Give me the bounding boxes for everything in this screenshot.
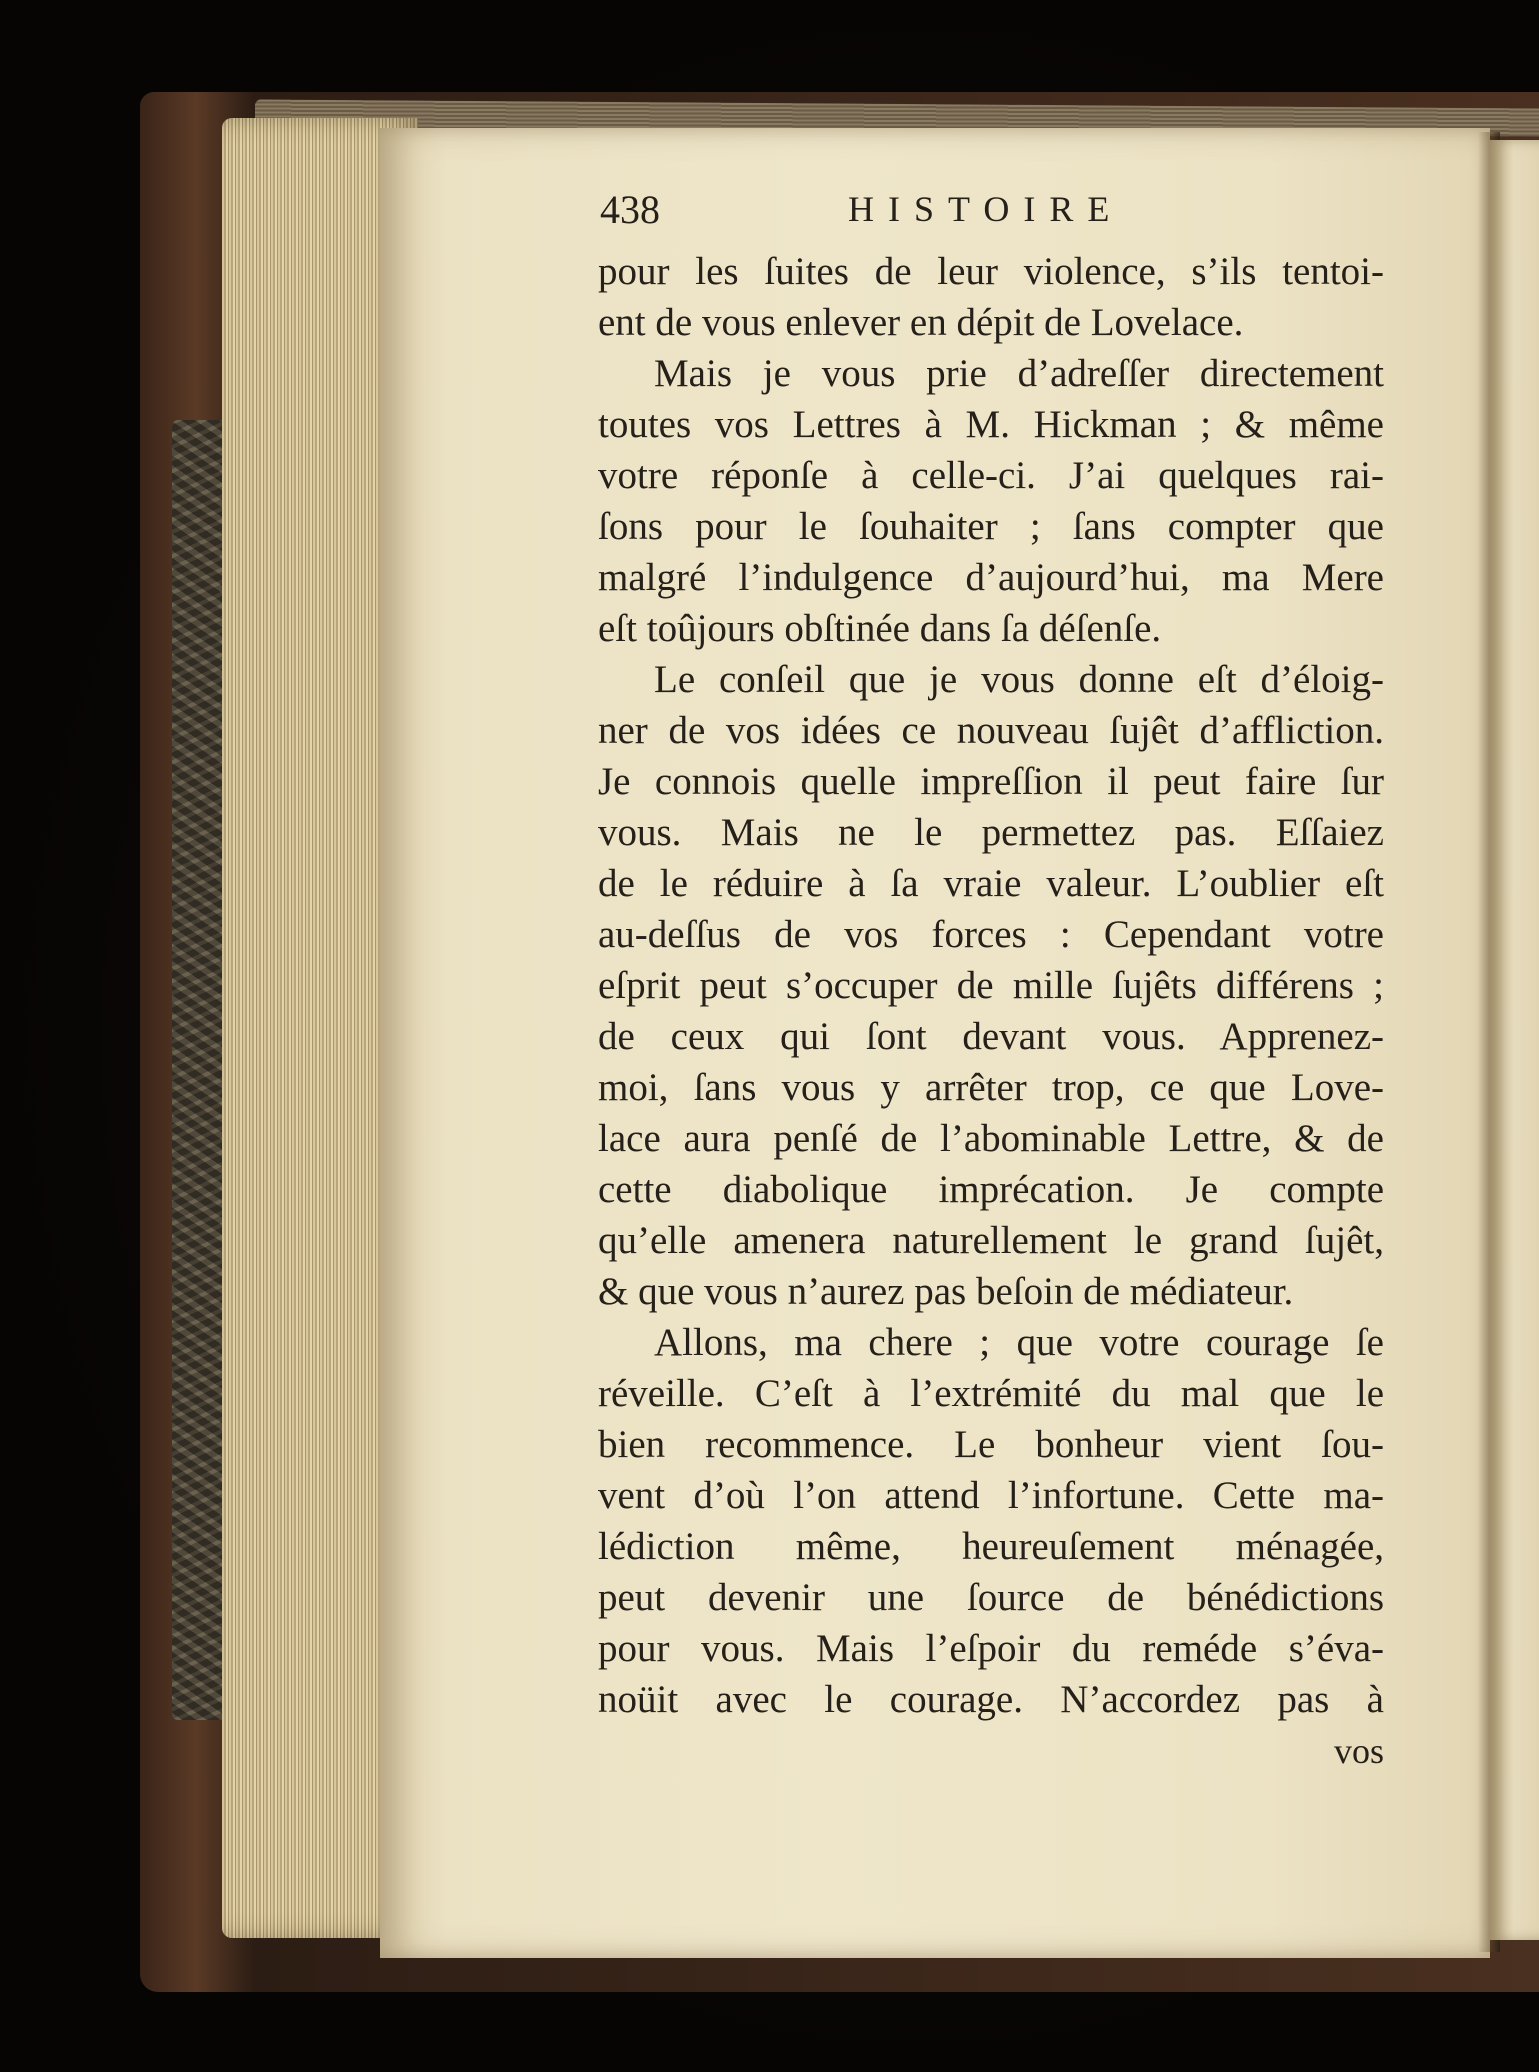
text-line: bien recommence. Le bonheur vient ſou- <box>598 1423 1384 1466</box>
text-line: réveille. C’eſt à l’extrémité du mal que le <box>598 1372 1384 1415</box>
text-line: moi, ſans vous y arrêter trop, ce que Love- <box>598 1066 1384 1109</box>
text-line: qu’elle amenera naturellement le grand ſujêt, <box>598 1219 1384 1262</box>
text-line: ner de vos idées ce nouveau ſujêt d’affliction. <box>598 709 1384 752</box>
text-line: Mais je vous prie d’adreſſer directement <box>654 352 1384 395</box>
text-line: eſprit peut s’occuper de mille ſujêts différens ; <box>598 964 1384 1007</box>
text-line: ſons pour le ſouhaiter ; ſans compter que <box>598 505 1384 548</box>
catchword: vos <box>1333 1731 1384 1771</box>
text-line: noüit avec le courage. N’accordez pas à <box>598 1678 1384 1721</box>
text-line: eſt toûjours obſtinée dans ſa déſenſe. <box>598 607 1162 650</box>
text-line: ent de vous enlever en dépit de Lovelace. <box>598 301 1244 344</box>
text-line: au-deſſus de vos forces : Cependant votre <box>598 913 1384 956</box>
text-line: de ceux qui ſont devant vous. Apprenez- <box>598 1015 1384 1058</box>
page-number: 438 <box>600 187 660 232</box>
text-line: Je connois quelle impreſſion il peut faire ſur <box>598 760 1384 803</box>
text-line: votre réponſe à celle-ci. J’ai quelques rai- <box>598 454 1384 497</box>
text-line: & que vous n’aurez pas beſoin de médiateur. <box>598 1270 1294 1313</box>
text-line: Le conſeil que je vous donne eſt d’éloig- <box>654 658 1384 701</box>
text-line: pour les ſuites de leur violence, s’ils tentoi- <box>598 250 1384 293</box>
text-line: lédiction même, heureuſement ménagée, <box>598 1525 1384 1568</box>
text-line: malgré l’indulgence d’aujourd’hui, ma Mere <box>598 556 1384 599</box>
text-line: Allons, ma chere ; que votre courage ſe <box>654 1321 1384 1364</box>
text-line: toutes vos Lettres à M. Hickman ; & même <box>598 403 1384 446</box>
text-line: vous. Mais ne le permettez pas. Eſſaiez <box>598 811 1384 854</box>
running-title: HISTOIRE <box>848 189 1124 229</box>
text-line: de le réduire à ſa vraie valeur. L’oublier eſt <box>598 862 1384 905</box>
text-line: lace aura penſé de l’abominable Lettre, & de <box>598 1117 1384 1160</box>
facing-page <box>1490 140 1539 1940</box>
text-line: cette diabolique imprécation. Je compte <box>598 1168 1384 1211</box>
page-header <box>598 186 1384 246</box>
text-line: peut devenir une ſource de bénédictions <box>598 1576 1384 1619</box>
text-line: vent d’où l’on attend l’infortune. Cette ma- <box>598 1474 1384 1517</box>
text-line: pour vous. Mais l’eſpoir du reméde s’éva- <box>598 1627 1384 1670</box>
text-block <box>598 186 1384 1775</box>
